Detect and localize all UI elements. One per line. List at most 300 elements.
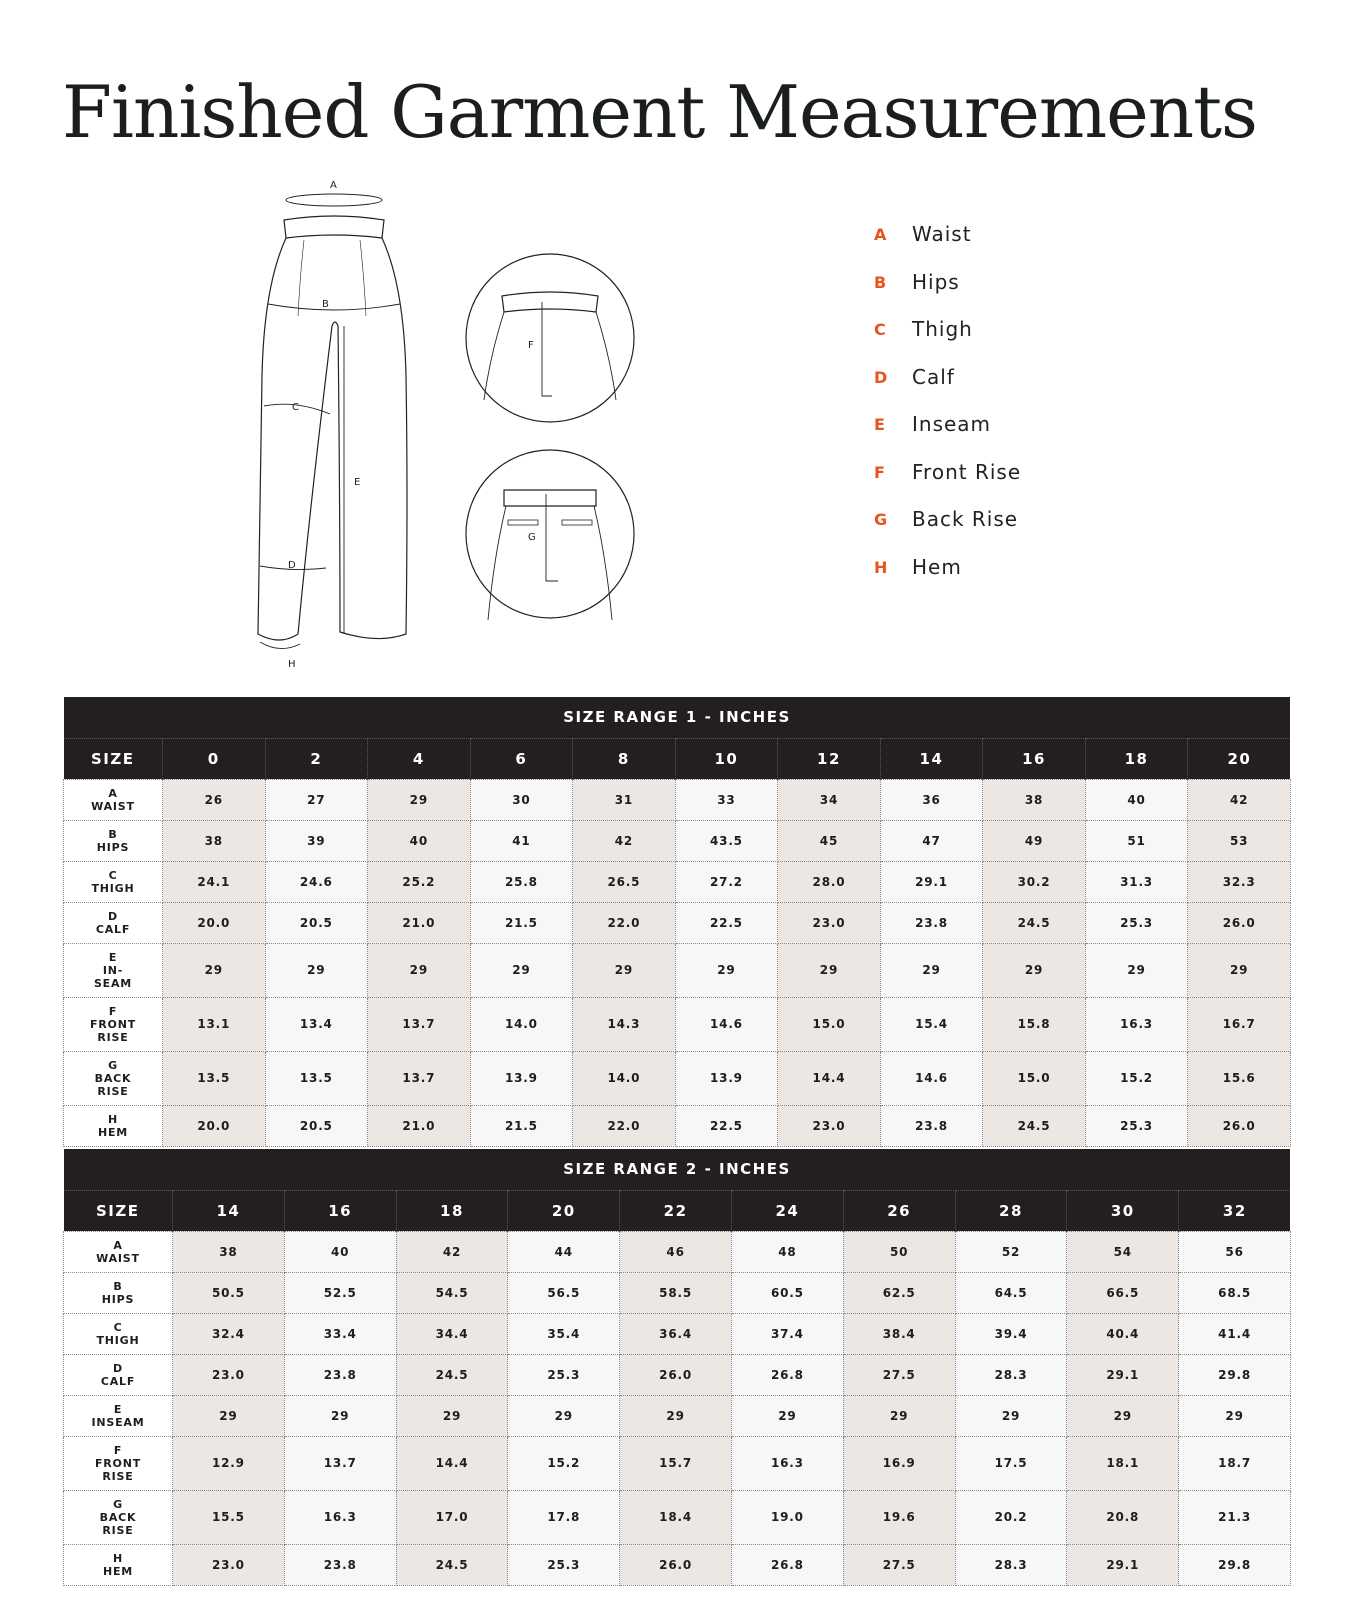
row-label-line: CALF: [100, 1374, 136, 1388]
size-column-header: 6: [470, 738, 573, 779]
legend-item: [874, 317, 1174, 365]
table-title: SIZE RANGE 2 - INCHES: [64, 1149, 1291, 1190]
table-cell: 53: [1188, 820, 1291, 861]
table-cell: 64.5: [955, 1272, 1067, 1313]
row-label: [64, 1354, 173, 1395]
table-cell: 40: [1085, 779, 1188, 820]
diagram-label-d: D: [288, 560, 296, 571]
legend-label: Front Rise: [912, 459, 1022, 484]
table-cell: 66.5: [1067, 1272, 1179, 1313]
size-column-header: 20: [508, 1190, 620, 1231]
size-column-header: 16: [983, 738, 1086, 779]
table-cell: 29: [731, 1395, 843, 1436]
table-cell: 22.0: [573, 1105, 676, 1146]
size-column-header: 30: [1067, 1190, 1179, 1231]
table-cell: 29: [163, 943, 266, 997]
page-title: Finished Garment Measurements: [62, 70, 1257, 154]
row-label-line: FRONT: [94, 1456, 142, 1470]
table-cell: 19.6: [843, 1490, 955, 1544]
table-row: [64, 1544, 1291, 1585]
row-label-line: G: [113, 1497, 123, 1511]
table-cell: 18.4: [620, 1490, 732, 1544]
table-cell: 26.8: [731, 1544, 843, 1585]
table-row: [64, 997, 1291, 1051]
table-cell: 14.0: [573, 1051, 676, 1105]
table-cell: 29.1: [880, 861, 983, 902]
table-cell: 21.3: [1179, 1490, 1291, 1544]
legend-label: Inseam: [912, 412, 992, 436]
table-cell: 37.4: [731, 1313, 843, 1354]
size-column-header: 10: [675, 738, 778, 779]
table-cell: 18.1: [1067, 1436, 1179, 1490]
table-cell: 16.3: [284, 1490, 396, 1544]
legend-letter: C: [874, 320, 886, 339]
table-cell: 18.7: [1179, 1436, 1291, 1490]
table-cell: 15.4: [880, 997, 983, 1051]
legend-label: Back Rise: [912, 507, 1019, 531]
table-cell: 14.4: [778, 1051, 881, 1105]
table-cell: 44: [508, 1231, 620, 1272]
table-row: [64, 1231, 1291, 1272]
table-cell: 30: [470, 779, 573, 820]
table-cell: 17.5: [955, 1436, 1067, 1490]
table-cell: 40.4: [1067, 1313, 1179, 1354]
table-cell: 25.3: [1085, 1105, 1188, 1146]
legend-label: Hips: [912, 269, 960, 294]
table-cell: 47: [880, 820, 983, 861]
table-cell: 21.5: [470, 1105, 573, 1146]
table-cell: 29: [1179, 1395, 1291, 1436]
table-cell: 27.2: [675, 861, 778, 902]
diagram-label-b: B: [322, 299, 329, 310]
size-column-header: 14: [173, 1190, 285, 1231]
table-cell: 45: [778, 820, 881, 861]
table-cell: 17.8: [508, 1490, 620, 1544]
legend-item: [874, 460, 1174, 508]
row-label: [64, 902, 163, 943]
table-cell: 17.0: [396, 1490, 508, 1544]
size-header-row: [64, 1190, 1291, 1231]
table-cell: 49: [983, 820, 1086, 861]
table-cell: 42: [1188, 779, 1291, 820]
table-cell: 52.5: [284, 1272, 396, 1313]
table-cell: 34.4: [396, 1313, 508, 1354]
row-label: [64, 779, 163, 820]
table-cell: 21.5: [470, 902, 573, 943]
size-column-header: 8: [573, 738, 676, 779]
table-row: [64, 1051, 1291, 1105]
table-cell: 23.8: [880, 902, 983, 943]
table-cell: 13.9: [675, 1051, 778, 1105]
table-cell: 32.4: [173, 1313, 285, 1354]
table-cell: 15.6: [1188, 1051, 1291, 1105]
diagram-label-f: F: [528, 340, 534, 351]
diagram-label-h: H: [288, 659, 296, 670]
trouser-diagram: [240, 176, 660, 686]
table-cell: 16.3: [1085, 997, 1188, 1051]
size-column-header: 32: [1179, 1190, 1291, 1231]
table-row: [64, 779, 1291, 820]
row-label-line: CALF: [95, 922, 131, 936]
row-label-line: WAIST: [91, 799, 135, 813]
table-cell: 15.2: [508, 1436, 620, 1490]
table-cell: 20.8: [1067, 1490, 1179, 1544]
table-cell: 13.9: [470, 1051, 573, 1105]
table-cell: 23.0: [173, 1354, 285, 1395]
row-label: [64, 1490, 173, 1544]
table-cell: 23.8: [284, 1354, 396, 1395]
table-cell: 56.5: [508, 1272, 620, 1313]
row-label-line: RISE: [97, 1084, 129, 1098]
table-cell: 29: [1188, 943, 1291, 997]
table-cell: 16.7: [1188, 997, 1291, 1051]
size-column-header: 22: [620, 1190, 732, 1231]
table-cell: 31: [573, 779, 676, 820]
table-cell: 62.5: [843, 1272, 955, 1313]
table-cell: 26.0: [620, 1354, 732, 1395]
table-cell: 21.0: [368, 902, 471, 943]
row-label-line: FRONT: [89, 1017, 137, 1031]
table-cell: 23.0: [778, 902, 881, 943]
table-cell: 19.0: [731, 1490, 843, 1544]
size-header-label: SIZE: [64, 738, 163, 779]
table-cell: 39.4: [955, 1313, 1067, 1354]
table-row: [64, 1354, 1291, 1395]
table-cell: 58.5: [620, 1272, 732, 1313]
table-cell: 21.0: [368, 1105, 471, 1146]
table-cell: 23.0: [173, 1544, 285, 1585]
table-cell: 26.0: [620, 1544, 732, 1585]
table-cell: 38.4: [843, 1313, 955, 1354]
table-cell: 23.0: [778, 1105, 881, 1146]
row-label-line: D: [108, 909, 118, 923]
table-cell: 26.0: [1188, 902, 1291, 943]
table-cell: 22.5: [675, 1105, 778, 1146]
table-cell: 38: [163, 820, 266, 861]
table-row: [64, 820, 1291, 861]
table-cell: 42: [573, 820, 676, 861]
table-cell: 29: [1067, 1395, 1179, 1436]
legend-label: Calf: [912, 364, 955, 389]
table-cell: 20.2: [955, 1490, 1067, 1544]
table-cell: 34: [778, 779, 881, 820]
table-cell: 26: [163, 779, 266, 820]
table-cell: 15.7: [620, 1436, 732, 1490]
row-label: [64, 1395, 173, 1436]
table-cell: 29: [778, 943, 881, 997]
row-label: [64, 1313, 173, 1354]
table-cell: 15.0: [778, 997, 881, 1051]
legend-item: [874, 222, 1174, 270]
legend-letter: D: [874, 367, 888, 387]
row-label: [64, 1051, 163, 1105]
table-cell: 20.5: [265, 902, 368, 943]
table-cell: 24.5: [983, 1105, 1086, 1146]
size-header-row: [64, 738, 1291, 779]
row-label-line: D: [113, 1361, 123, 1375]
size-column-header: 12: [778, 738, 881, 779]
table-cell: 33: [675, 779, 778, 820]
row-label-line: F: [108, 1004, 118, 1018]
table-cell: 36: [880, 779, 983, 820]
table-cell: 24.1: [163, 861, 266, 902]
legend-item: [874, 412, 1174, 460]
table-cell: 29: [265, 943, 368, 997]
table-row: [64, 1105, 1291, 1146]
legend-letter: E: [874, 415, 885, 434]
row-label-line: HEM: [102, 1564, 134, 1578]
table-cell: 16.9: [843, 1436, 955, 1490]
table-cell: 41.4: [1179, 1313, 1291, 1354]
table-cell: 27.5: [843, 1354, 955, 1395]
table-cell: 25.8: [470, 861, 573, 902]
table-cell: 15.2: [1085, 1051, 1188, 1105]
table-cell: 25.2: [368, 861, 471, 902]
row-label-line: RISE: [102, 1523, 134, 1537]
table-cell: 36.4: [620, 1313, 732, 1354]
table-cell: 25.3: [1085, 902, 1188, 943]
table-cell: 29: [880, 943, 983, 997]
table-cell: 40: [284, 1231, 396, 1272]
table-cell: 50.5: [173, 1272, 285, 1313]
table-title: SIZE RANGE 1 - INCHES: [64, 697, 1291, 738]
table-cell: 29: [955, 1395, 1067, 1436]
row-label-line: H: [112, 1551, 123, 1565]
table-cell: 29.1: [1067, 1544, 1179, 1585]
table-cell: 14.6: [675, 997, 778, 1051]
table-cell: 24.5: [983, 902, 1086, 943]
size-column-header: 24: [731, 1190, 843, 1231]
table-cell: 13.5: [265, 1051, 368, 1105]
size-column-header: 2: [265, 738, 368, 779]
table-cell: 24.5: [396, 1354, 508, 1395]
table-cell: 35.4: [508, 1313, 620, 1354]
row-label-line: SEAM: [93, 976, 133, 990]
table-cell: 13.7: [368, 1051, 471, 1105]
row-label-line: RISE: [102, 1469, 134, 1483]
table-cell: 24.6: [265, 861, 368, 902]
row-label-line: IN-: [102, 963, 124, 977]
table-cell: 26.0: [1188, 1105, 1291, 1146]
table-cell: 29: [675, 943, 778, 997]
table-cell: 60.5: [731, 1272, 843, 1313]
table-cell: 29: [284, 1395, 396, 1436]
row-label-line: H: [107, 1112, 118, 1126]
legend-letter: B: [874, 272, 887, 292]
table-cell: 54: [1067, 1231, 1179, 1272]
table-cell: 41: [470, 820, 573, 861]
legend-letter: H: [874, 557, 888, 577]
size-column-header: 26: [843, 1190, 955, 1231]
size-header-label: SIZE: [64, 1190, 173, 1231]
table-cell: 42: [396, 1231, 508, 1272]
table-cell: 40: [368, 820, 471, 861]
table-cell: 14.6: [880, 1051, 983, 1105]
table-cell: 29: [983, 943, 1086, 997]
row-label-line: BACK: [99, 1510, 137, 1524]
table-cell: 23.8: [880, 1105, 983, 1146]
table-cell: 20.0: [163, 1105, 266, 1146]
table-cell: 56: [1179, 1231, 1291, 1272]
legend-item: [874, 507, 1174, 555]
row-label-line: A: [108, 786, 118, 800]
table-cell: 20.0: [163, 902, 266, 943]
row-label-line: HIPS: [96, 840, 130, 854]
legend-letter: G: [874, 510, 888, 529]
table-cell: 38: [173, 1231, 285, 1272]
table-cell: 29: [843, 1395, 955, 1436]
table-cell: 46: [620, 1231, 732, 1272]
table-cell: 26.5: [573, 861, 676, 902]
table-cell: 12.9: [173, 1436, 285, 1490]
diagram-label-g: G: [528, 532, 536, 543]
size-column-header: 0: [163, 738, 266, 779]
table-cell: 22.5: [675, 902, 778, 943]
diagram-label-e: E: [354, 477, 361, 488]
size-range-1-table: [63, 697, 1291, 1147]
table-cell: 26.8: [731, 1354, 843, 1395]
table-row: [64, 1272, 1291, 1313]
table-cell: 29: [573, 943, 676, 997]
table-cell: 29: [470, 943, 573, 997]
table-cell: 20.5: [265, 1105, 368, 1146]
table-cell: 25.3: [508, 1354, 620, 1395]
row-label-line: F: [113, 1443, 123, 1457]
table-cell: 13.1: [163, 997, 266, 1051]
table-cell: 29: [173, 1395, 285, 1436]
table-cell: 29.8: [1179, 1354, 1291, 1395]
table-cell: 24.5: [396, 1544, 508, 1585]
row-label-line: THIGH: [91, 881, 135, 895]
table-cell: 13.4: [265, 997, 368, 1051]
table-cell: 14.4: [396, 1436, 508, 1490]
legend-item: [874, 365, 1174, 413]
size-column-header: 28: [955, 1190, 1067, 1231]
size-column-header: 18: [1085, 738, 1188, 779]
row-label-line: G: [108, 1058, 118, 1072]
table-cell: 33.4: [284, 1313, 396, 1354]
table-cell: 32.3: [1188, 861, 1291, 902]
table-cell: 23.8: [284, 1544, 396, 1585]
table-cell: 29: [368, 943, 471, 997]
table-cell: 29: [396, 1395, 508, 1436]
table-cell: 13.5: [163, 1051, 266, 1105]
row-label-line: A: [113, 1238, 123, 1252]
row-label-line: BACK: [94, 1071, 132, 1085]
size-column-header: 18: [396, 1190, 508, 1231]
table-cell: 14.0: [470, 997, 573, 1051]
size-range-2-table: [63, 1149, 1291, 1586]
row-label: [64, 1231, 173, 1272]
table-cell: 29: [368, 779, 471, 820]
table-cell: 50: [843, 1231, 955, 1272]
row-label-line: INSEAM: [91, 1415, 145, 1429]
table-cell: 31.3: [1085, 861, 1188, 902]
row-label: [64, 1105, 163, 1146]
legend-label: Hem: [912, 554, 962, 579]
table-cell: 27: [265, 779, 368, 820]
table-cell: 48: [731, 1231, 843, 1272]
legend-label: Waist: [912, 222, 972, 246]
row-label-line: E: [113, 1402, 123, 1416]
table-row: [64, 1395, 1291, 1436]
table-cell: 28.3: [955, 1544, 1067, 1585]
table-cell: 25.3: [508, 1544, 620, 1585]
table-cell: 29: [1085, 943, 1188, 997]
table-row: [64, 943, 1291, 997]
measurement-legend: [874, 222, 1174, 602]
row-label-line: HIPS: [101, 1292, 135, 1306]
table-cell: 43.5: [675, 820, 778, 861]
table-cell: 15.5: [173, 1490, 285, 1544]
table-row: [64, 1436, 1291, 1490]
size-column-header: 20: [1188, 738, 1291, 779]
table-cell: 13.7: [368, 997, 471, 1051]
table-cell: 15.8: [983, 997, 1086, 1051]
table-row: [64, 902, 1291, 943]
row-label: [64, 1272, 173, 1313]
table-cell: 28.0: [778, 861, 881, 902]
table-cell: 13.7: [284, 1436, 396, 1490]
row-label-line: E: [108, 950, 118, 964]
legend-item: [874, 270, 1174, 318]
row-label: [64, 1544, 173, 1585]
size-column-header: 14: [880, 738, 983, 779]
row-label-line: HEM: [97, 1125, 129, 1139]
table-cell: 22.0: [573, 902, 676, 943]
row-label-line: THIGH: [96, 1333, 140, 1347]
row-label-line: C: [113, 1320, 123, 1334]
legend-label: Thigh: [912, 317, 973, 341]
table-cell: 29: [620, 1395, 732, 1436]
diagram-label-c: C: [292, 402, 299, 413]
table-cell: 29.1: [1067, 1354, 1179, 1395]
table-row: [64, 861, 1291, 902]
row-label-line: C: [108, 868, 118, 882]
table-cell: 14.3: [573, 997, 676, 1051]
table-cell: 15.0: [983, 1051, 1086, 1105]
row-label-line: B: [108, 827, 118, 841]
size-column-header: 16: [284, 1190, 396, 1231]
table-cell: 29: [508, 1395, 620, 1436]
legend-item: [874, 555, 1174, 603]
table-cell: 16.3: [731, 1436, 843, 1490]
size-column-header: 4: [368, 738, 471, 779]
row-label: [64, 1436, 173, 1490]
table-cell: 54.5: [396, 1272, 508, 1313]
table-cell: 51: [1085, 820, 1188, 861]
legend-letter: F: [874, 462, 885, 482]
diagram-label-a: A: [330, 180, 337, 191]
row-label-line: B: [113, 1279, 123, 1293]
table-row: [64, 1490, 1291, 1544]
row-label: [64, 997, 163, 1051]
legend-letter: A: [874, 225, 887, 244]
table-cell: 27.5: [843, 1544, 955, 1585]
table-cell: 68.5: [1179, 1272, 1291, 1313]
table-cell: 38: [983, 779, 1086, 820]
row-label: [64, 943, 163, 997]
table-cell: 29.8: [1179, 1544, 1291, 1585]
table-cell: 52: [955, 1231, 1067, 1272]
table-cell: 30.2: [983, 861, 1086, 902]
row-label-line: WAIST: [96, 1251, 140, 1265]
table-row: [64, 1313, 1291, 1354]
row-label: [64, 820, 163, 861]
table-cell: 28.3: [955, 1354, 1067, 1395]
table-cell: 39: [265, 820, 368, 861]
row-label: [64, 861, 163, 902]
